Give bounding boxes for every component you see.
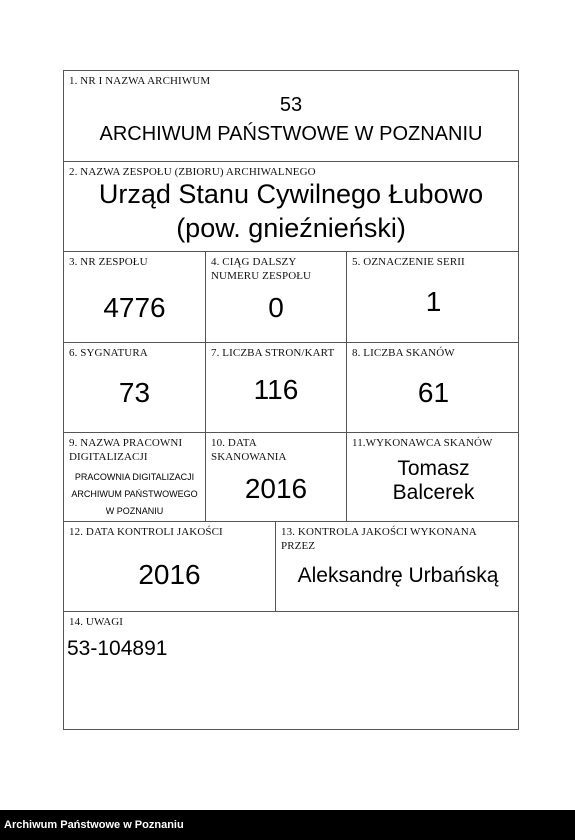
fonds-number-cell bbox=[64, 252, 206, 342]
qc-by-label-line2: PRZEZ bbox=[281, 540, 316, 552]
digitization-lab-value bbox=[64, 469, 205, 520]
scanner-value-line1: Tomasz bbox=[397, 457, 470, 480]
metadata-card bbox=[63, 70, 519, 730]
scan-date-value: 2016 bbox=[244, 473, 308, 504]
fonds-number-label: 3. NR ZESPOŁU bbox=[69, 256, 148, 268]
digitization-row bbox=[64, 433, 518, 522]
scanner-value bbox=[347, 457, 520, 505]
counts-row bbox=[64, 343, 518, 433]
archive-number: 53 bbox=[279, 94, 303, 116]
signature-value: 73 bbox=[118, 377, 151, 408]
digitization-lab-label bbox=[69, 436, 182, 464]
footer-text: Archiwum Państwowe w Poznaniu bbox=[4, 819, 184, 831]
qc-date-value: 2016 bbox=[138, 559, 201, 590]
scanner-value-line2: Balcerek bbox=[392, 481, 475, 504]
series-cell bbox=[347, 252, 520, 342]
fonds-continuation-label-line2: NUMERU ZESPOŁU bbox=[211, 270, 312, 282]
pages-value: 116 bbox=[253, 374, 299, 405]
qc-by-label-line1: 13. KONTROLA JAKOŚCI WYKONANA bbox=[281, 526, 477, 538]
series-value: 1 bbox=[425, 286, 442, 317]
fonds-number-value: 4776 bbox=[103, 292, 166, 323]
notes-label: 14. UWAGI bbox=[69, 616, 124, 628]
signature-cell bbox=[64, 343, 206, 432]
fonds-continuation-label bbox=[211, 255, 311, 283]
scanner-cell bbox=[347, 433, 520, 521]
fonds-label: 2. NAZWA ZESPOŁU (ZBIORU) ARCHIWALNEGO bbox=[69, 166, 316, 178]
qc-by-label bbox=[281, 525, 477, 553]
digitization-lab-value-line2: ARCHIWUM PAŃSTWOWEGO bbox=[71, 489, 198, 499]
scans-cell bbox=[347, 343, 520, 432]
quality-control-row bbox=[64, 522, 518, 612]
fonds-row bbox=[64, 162, 518, 252]
pages-label: 7. LICZBA STRON/KART bbox=[211, 347, 335, 359]
scan-date-label-line2: SKANOWANIA bbox=[211, 451, 287, 463]
digitization-lab-label-line1: 9. NAZWA PRACOWNI bbox=[69, 437, 183, 449]
digitization-lab-label-line2: DIGITALIZACJI bbox=[69, 451, 148, 463]
archive-row bbox=[64, 71, 518, 162]
scans-value: 61 bbox=[417, 377, 450, 408]
notes-row bbox=[64, 612, 518, 731]
fonds-name-line2: (pow. gnieźnieński) bbox=[176, 213, 406, 243]
archive-name: ARCHIWUM PAŃSTWOWE W POZNANIU bbox=[99, 123, 483, 145]
numbers-row bbox=[64, 252, 518, 343]
scan-date-label-line1: 10. DATA bbox=[211, 437, 257, 449]
fonds-continuation-value: 0 bbox=[268, 292, 284, 323]
qc-date-label: 12. DATA KONTROLI JAKOŚCI bbox=[69, 526, 223, 538]
signature-label: 6. SYGNATURA bbox=[69, 347, 148, 359]
series-label: 5. OZNACZENIE SERII bbox=[352, 256, 465, 268]
archive-label: 1. NR I NAZWA ARCHIWUM bbox=[69, 75, 211, 87]
notes-value: 53-104891 bbox=[67, 637, 168, 660]
scan-date-cell bbox=[206, 433, 347, 521]
qc-by-cell bbox=[276, 522, 520, 611]
pages-cell bbox=[206, 343, 347, 432]
qc-by-value: Aleksandrę Urbańską bbox=[297, 564, 499, 587]
digitization-lab-value-line3: W POZNANIU bbox=[105, 506, 164, 516]
fonds-name-line1: Urząd Stanu Cywilnego Łubowo bbox=[98, 179, 484, 209]
fonds-continuation-cell bbox=[206, 252, 347, 342]
scan-date-label bbox=[211, 436, 287, 464]
scanner-label: 11.WYKONAWCA SKANÓW bbox=[352, 437, 493, 449]
fonds-continuation-label-line1: 4. CIĄG DALSZY bbox=[211, 256, 297, 268]
footer-bar bbox=[0, 810, 575, 840]
digitization-lab-cell bbox=[64, 433, 206, 521]
scans-label: 8. LICZBA SKANÓW bbox=[352, 347, 455, 359]
qc-date-cell bbox=[64, 522, 276, 611]
digitization-lab-value-line1: PRACOWNIA DIGITALIZACJI bbox=[74, 472, 195, 482]
